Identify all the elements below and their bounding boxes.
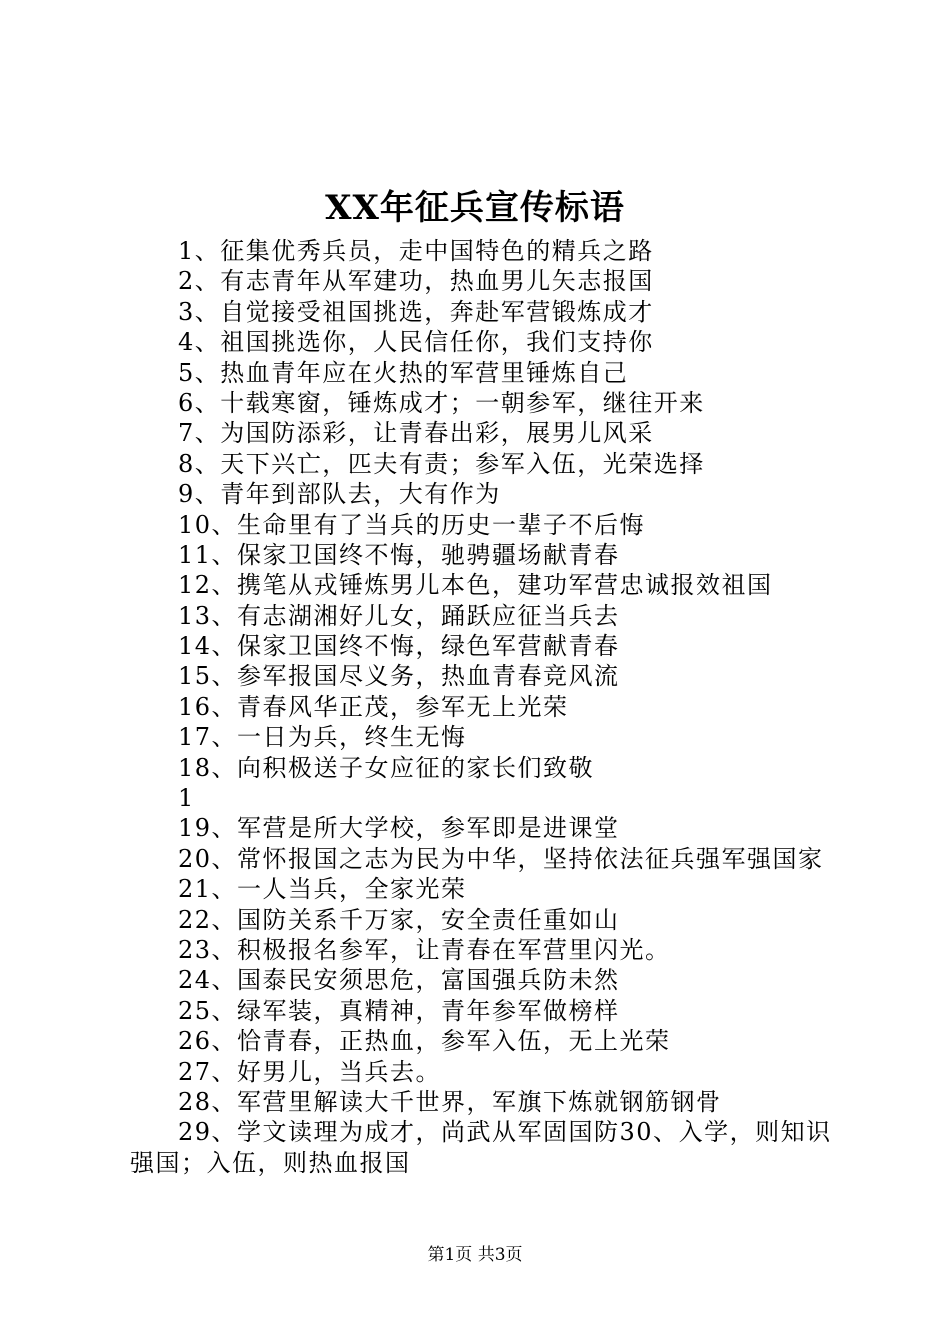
list-item: 4、祖国挑选你，人民信任你，我们支持你 [178,328,654,357]
list-item: 20、常怀报国之志为民为中华，坚持依法征兵强军强国家 [178,844,824,873]
list-item: 5、热血青年应在火热的军营里锤炼自己 [178,358,629,387]
list-item: 1 [178,784,195,813]
list-item: 16、青春风华正茂，参军无上光荣 [178,692,569,721]
list-item: 13、有志湖湘好儿女，踊跃应征当兵去 [178,601,620,630]
list-item: 1、征集优秀兵员，走中国特色的精兵之路 [178,237,654,265]
list-item: 7、为国防添彩，让青春出彩，展男儿风采 [178,419,654,448]
list-item: 22、国防关系千万家，安全责任重如山 [178,905,620,934]
list-item: 23、积极报名参军，让青春在军营里闪光。 [178,935,671,964]
list-item: 18、向积极送子女应征的家长们致敬 [178,753,595,782]
list-item: 9、青年到部队去，大有作为 [178,480,501,509]
list-item: 14、保家卫国终不悔，绿色军营献青春 [178,632,620,661]
list-item: 2、有志青年从军建功，热血男儿矢志报国 [178,267,654,296]
list-item: 10、生命里有了当兵的历史一辈子不后悔 [178,510,646,539]
list-item: 24、国泰民安须思危，富国强兵防未然 [178,966,620,995]
list-item: 6、十载寒窗，锤炼成才；一朝参军，继往开来 [178,388,705,417]
page-footer: 第1页 共3页 [427,1245,523,1265]
list-item: 17、一日为兵，终生无悔 [178,723,467,752]
list-item: 19、军营是所大学校，参军即是进课堂 [178,814,620,843]
slogan-list [130,236,840,1178]
list-item: 12、携笔从戎锤炼男儿本色，建功军营忠诚报效祖国 [178,571,773,600]
list-item: 27、好男儿，当兵去。 [178,1057,442,1086]
list-item: 15、参军报国尽义务，热血青春竞风流 [178,662,620,691]
list-item: 28、军营里解读大千世界，军旗下炼就钢筋钢骨 [178,1087,722,1116]
list-item: 3、自觉接受祖国挑选，奔赴军营锻炼成才 [178,297,654,326]
list-item: 11、保家卫国终不悔，驰骋疆场献青春 [178,540,620,569]
list-item: 25、绿军装，真精神，青年参军做榜样 [178,996,620,1025]
final-paragraph: 29、学文读理为成才，尚武从军固国防30、入学，则知识强国；入伍，则热血报国 [130,1118,832,1177]
list-item: 21、一人当兵，全家光荣 [178,875,467,904]
list-item: 26、恰青春，正热血，参军入伍，无上光荣 [178,1027,671,1056]
list-item: 8、天下兴亡，匹夫有责；参军入伍，光荣选择 [178,449,705,478]
page-title: XX年征兵宣传标语 [325,188,625,228]
